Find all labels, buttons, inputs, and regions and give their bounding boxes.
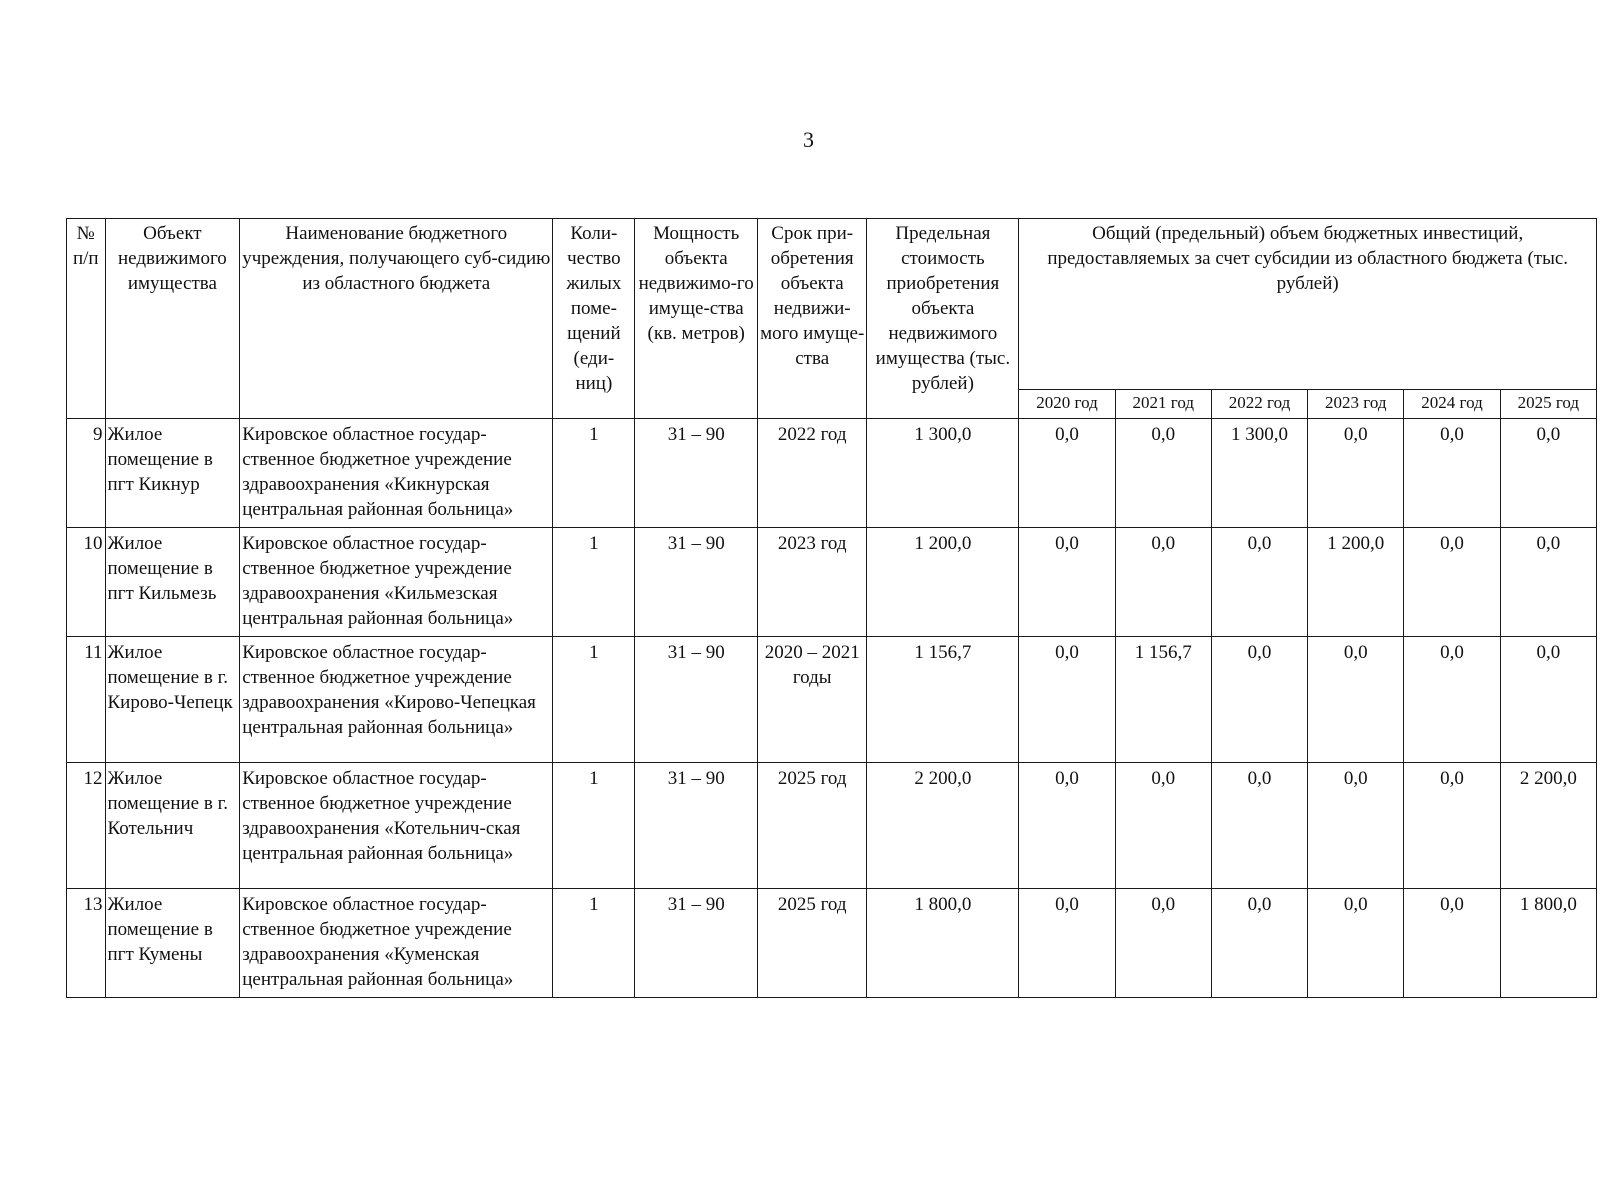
row-object: Жилое помещение в пгт Кумены	[105, 889, 240, 998]
row-num: 9	[67, 419, 106, 528]
row-quantity: 1	[553, 419, 635, 528]
header-year: 2020 год	[1019, 390, 1115, 419]
row-year-value: 0,0	[1019, 637, 1115, 763]
row-year-value: 0,0	[1211, 889, 1307, 998]
row-term: 2020 – 2021 годы	[757, 637, 866, 763]
row-institution: Кировское областное государ-ственное бюджетное учреждение здравоохранения «Кильмезская центральная районная больница»	[240, 528, 553, 637]
header-year: 2023 год	[1308, 390, 1404, 419]
row-term: 2023 год	[757, 528, 866, 637]
row-year-value: 0,0	[1115, 419, 1211, 528]
row-year-value: 0,0	[1308, 763, 1404, 889]
row-year-value: 0,0	[1308, 419, 1404, 528]
row-max-cost: 1 800,0	[867, 889, 1019, 998]
row-year-value: 1 200,0	[1308, 528, 1404, 637]
row-max-cost: 1 300,0	[867, 419, 1019, 528]
row-year-value: 0,0	[1115, 528, 1211, 637]
row-quantity: 1	[553, 889, 635, 998]
header-object: Объект недвижимого имущества	[105, 219, 240, 419]
row-year-value: 0,0	[1211, 637, 1307, 763]
row-num: 12	[67, 763, 106, 889]
row-year-value: 0,0	[1115, 889, 1211, 998]
header-year: 2025 год	[1500, 390, 1596, 419]
table-row	[67, 889, 1597, 998]
row-capacity: 31 – 90	[635, 889, 758, 998]
header-num: № п/п	[67, 219, 106, 419]
row-year-value: 0,0	[1115, 763, 1211, 889]
row-year-value: 0,0	[1500, 528, 1596, 637]
row-max-cost: 1 156,7	[867, 637, 1019, 763]
row-institution: Кировское областное государ-ственное бюджетное учреждение здравоохранения «Куменская центральная районная больница»	[240, 889, 553, 998]
header-year: 2024 год	[1404, 390, 1500, 419]
row-term: 2025 год	[757, 889, 866, 998]
row-quantity: 1	[553, 763, 635, 889]
row-year-value: 0,0	[1500, 637, 1596, 763]
table-row	[67, 763, 1597, 889]
row-year-value: 0,0	[1500, 419, 1596, 528]
row-year-value: 0,0	[1404, 528, 1500, 637]
row-quantity: 1	[553, 637, 635, 763]
row-institution: Кировское областное государ-ственное бюджетное учреждение здравоохранения «Котельнич-ская центральная районная больница»	[240, 763, 553, 889]
row-year-value: 0,0	[1404, 763, 1500, 889]
row-year-value: 0,0	[1211, 528, 1307, 637]
row-term: 2025 год	[757, 763, 866, 889]
row-institution: Кировское областное государ-ственное бюджетное учреждение здравоохранения «Кикнурская центральная районная больница»	[240, 419, 553, 528]
row-year-value: 1 800,0	[1500, 889, 1596, 998]
row-max-cost: 2 200,0	[867, 763, 1019, 889]
row-capacity: 31 – 90	[635, 763, 758, 889]
row-year-value: 0,0	[1211, 763, 1307, 889]
table-header-row	[67, 219, 1597, 390]
row-year-value: 2 200,0	[1500, 763, 1596, 889]
row-object: Жилое помещение в г. Котельнич	[105, 763, 240, 889]
row-term: 2022 год	[757, 419, 866, 528]
header-capacity: Мощность объекта недвижимо-го имуще-ства (кв. метров)	[635, 219, 758, 419]
row-year-value: 0,0	[1019, 528, 1115, 637]
row-object: Жилое помещение в пгт Кикнур	[105, 419, 240, 528]
row-capacity: 31 – 90	[635, 419, 758, 528]
row-num: 11	[67, 637, 106, 763]
row-year-value: 0,0	[1019, 889, 1115, 998]
header-max-cost: Предельная стоимость приобретения объекта недвижимого имущества (тыс. рублей)	[867, 219, 1019, 419]
row-capacity: 31 – 90	[635, 637, 758, 763]
header-year: 2022 год	[1211, 390, 1307, 419]
row-num: 10	[67, 528, 106, 637]
header-investments: Общий (предельный) объем бюджетных инвестиций, предоставляемых за счет субсидии из областного бюджета (тыс. рублей)	[1019, 219, 1597, 390]
header-year: 2021 год	[1115, 390, 1211, 419]
budget-investments-table	[66, 218, 1597, 998]
row-year-value: 0,0	[1404, 419, 1500, 528]
header-term: Срок при-обретения объекта недвижи-мого имуще-ства	[757, 219, 866, 419]
row-object: Жилое помещение в пгт Кильмезь	[105, 528, 240, 637]
row-capacity: 31 – 90	[635, 528, 758, 637]
row-institution: Кировское областное государ-ственное бюджетное учреждение здравоохранения «Кирово-Чепецкая центральная районная больница»	[240, 637, 553, 763]
header-quantity: Коли-чество жилых поме-щений (еди-ниц)	[553, 219, 635, 419]
row-year-value: 0,0	[1019, 419, 1115, 528]
table-row	[67, 419, 1597, 528]
row-year-value: 0,0	[1404, 889, 1500, 998]
row-year-value: 0,0	[1308, 637, 1404, 763]
row-year-value: 1 300,0	[1211, 419, 1307, 528]
row-year-value: 1 156,7	[1115, 637, 1211, 763]
table-row	[67, 528, 1597, 637]
row-quantity: 1	[553, 528, 635, 637]
row-year-value: 0,0	[1308, 889, 1404, 998]
row-year-value: 0,0	[1019, 763, 1115, 889]
row-max-cost: 1 200,0	[867, 528, 1019, 637]
header-institution: Наименование бюджетного учреждения, получающего суб-сидию из областного бюджета	[240, 219, 553, 419]
page-number: 3	[803, 127, 814, 152]
table-row	[67, 637, 1597, 763]
row-year-value: 0,0	[1404, 637, 1500, 763]
row-object: Жилое помещение в г. Кирово-Чепецк	[105, 637, 240, 763]
row-num: 13	[67, 889, 106, 998]
